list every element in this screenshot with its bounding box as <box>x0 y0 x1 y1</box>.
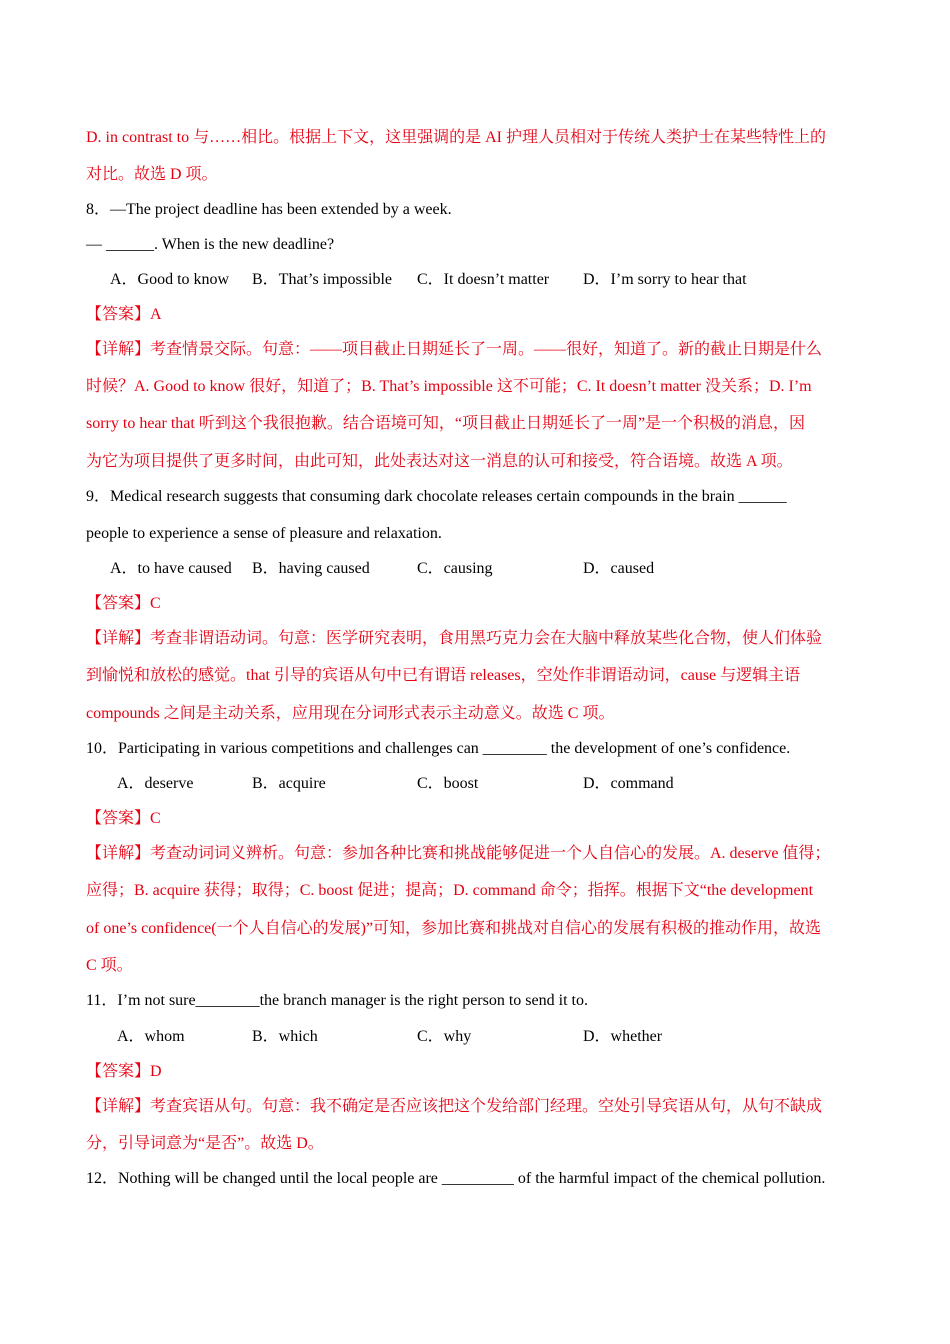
q10-stem-line-1: 10．Participating in various competitions and challenges can ________ the development of one’s confidence. <box>86 740 791 757</box>
prev-explanation-line-1: D. in contrast to 与……相比。根据上下文，这里强调的是 AI 护理人员相对于传统人类护士在某些特性上的 <box>86 129 826 146</box>
q8-option-d: D．I’m sorry to hear that <box>583 271 747 288</box>
q8-explanation-line-4: 为它为项目提供了更多时间，由此可知，此处表达对这一消息的认可和接受，符合语境。故选 A 项。 <box>86 453 793 470</box>
q10-option-d: D．command <box>583 775 674 792</box>
q11-explanation-line-1: 【详解】考查宾语从句。句意：我不确定是否应该把这个发给部门经理。空处引导宾语从句，从句不缺成 <box>86 1098 823 1115</box>
q12-stem-line-1: 12．Nothing will be changed until the local people are _________ of the harmful impact of the chemical pollution. <box>86 1170 826 1187</box>
q9-stem-line-2: people to experience a sense of pleasure and relaxation. <box>86 525 442 542</box>
q9-explanation-line-2: 到愉悦和放松的感觉。that 引导的宾语从句中已有谓语 releases，空处作非谓语动词，cause 与逻辑主语 <box>86 667 801 684</box>
q11-stem-line-1: 11．I’m not sure________the branch manager is the right person to send it to. <box>86 992 588 1009</box>
q10-explanation-line-4: C 项。 <box>86 957 133 974</box>
q10-option-b: B．acquire <box>252 775 326 792</box>
q8-explanation-line-1: 【详解】考查情景交际。句意：——项目截止日期延长了一周。——很好，知道了。新的截止日期是什么 <box>86 341 823 358</box>
q10-explanation-line-2: 应得；B. acquire 获得；取得；C. boost 促进；提高；D. command 命令；指挥。根据下文“the development <box>86 882 814 899</box>
q9-explanation-line-3: compounds 之间是主动关系，应用现在分词形式表示主动意义。故选 C 项。 <box>86 705 615 722</box>
q9-stem-line-1: 9．Medical research suggests that consuming dark chocolate releases certain compounds in the brain ______ <box>86 488 787 505</box>
prev-explanation-line-2: 对比。故选 D 项。 <box>86 166 218 183</box>
q8-option-b: B．That’s impossible <box>252 271 393 288</box>
q11-option-a: A．whom <box>117 1028 185 1045</box>
q8-explanation-line-2: 时候？A. Good to know 很好，知道了；B. That’s impossible 这不可能；C. It doesn’t matter 没关系；D. I’m <box>86 378 812 395</box>
q9-option-c: C．causing <box>417 560 493 577</box>
q8-stem-line-2: — ______. When is the new deadline? <box>86 236 335 253</box>
q8-stem-line-1: 8．—The project deadline has been extended by a week. <box>86 201 452 218</box>
q8-answer: 【答案】A <box>86 306 162 323</box>
q8-option-a: A．Good to know <box>110 271 230 288</box>
q11-answer: 【答案】D <box>86 1063 162 1080</box>
q8-explanation-line-3: sorry to hear that 听到这个我很抱歉。结合语境可知，“项目截止日期延长了一周”是一个积极的消息，因 <box>86 415 806 432</box>
q10-option-c: C．boost <box>417 775 479 792</box>
q9-answer: 【答案】C <box>86 595 161 612</box>
q11-option-b: B．which <box>252 1028 318 1045</box>
q10-explanation-line-3: of one’s confidence(一个人自信心的发展)”可知，参加比赛和挑战对自信心的发展有积极的推动作用，故选 <box>86 920 822 937</box>
q9-option-b: B．having caused <box>252 560 370 577</box>
q10-option-a: A．deserve <box>117 775 194 792</box>
q11-option-d: D．whether <box>583 1028 663 1045</box>
q9-option-d: D．caused <box>583 560 655 577</box>
q11-explanation-line-2: 分，引导词意为“是否”。故选 D。 <box>86 1135 324 1152</box>
q10-explanation-line-1: 【详解】考查动词词义辨析。句意：参加各种比赛和挑战能够促进一个人自信心的发展。A. deserve 值得； <box>86 845 831 862</box>
q9-explanation-line-1: 【详解】考查非谓语动词。句意：医学研究表明，食用黑巧克力会在大脑中释放某些化合物，使人们体验 <box>86 630 823 647</box>
q8-option-c: C．It doesn’t matter <box>417 271 550 288</box>
q10-answer: 【答案】C <box>86 810 161 827</box>
q9-option-a: A．to have caused <box>110 560 232 577</box>
q11-option-c: C．why <box>417 1028 472 1045</box>
